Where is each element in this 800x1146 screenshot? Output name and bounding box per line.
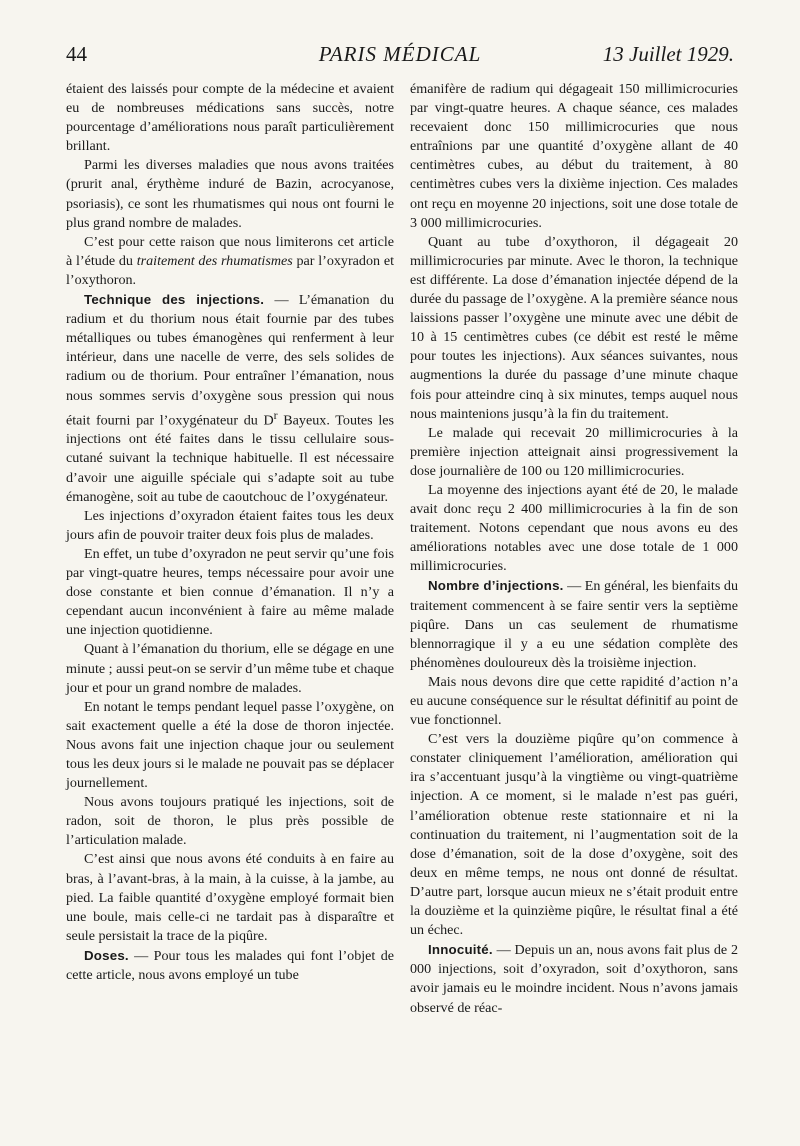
paragraph: C’est vers la douzième piqûre qu’on commence à constater cliniquement l’amélioration, amélioration qui ira s’accentuant jusqu’à la vingtième ou vingt-quatrième injection. A ce moment, si le malade n’est pas guéri, l’amélioration obtenue reste stationnaire et ni la continuation du traitement, ni l’augmentation soit de la dose d’émanation, soit de la dose d’oxygène, soit des deux en même temps, ne nous ont donné de résultat. D’autre part, lorsque aucun mieux ne s’était produit entre la douzième et la quinzième piqûre, le résultat final a été un échec. — [410, 731, 738, 939]
paragraph — [410, 576, 738, 672]
text-run: Bayeux. Toutes les injections ont été faites dans le tissu cellulaire sous-cutané suivant la technique habituelle. Il est nécessaire d’avoir une aiguille spéciale qui s’adapte soit au tube émanogène, soit au tube de caoutchouc de l’oxygénateur. — [66, 412, 395, 505]
paragraph — [66, 946, 394, 985]
paragraph: Le malade qui recevait 20 millimicrocuries à la première injection atteignait ainsi progressivement la dose journalière de 100 ou 120 millimicrocuries. — [410, 424, 738, 479]
paragraph: étaient des laissés pour compte de la médecine et avaient eu de nombreuses médications sans succès, notre pourcentage d’améliorations nous paraît particulièrement brillant. — [66, 81, 394, 155]
section-heading: Doses. — [84, 947, 129, 963]
text-run: — Pour tous les malades qui font l’objet de cette article, nous avons employé un tube — [66, 947, 394, 983]
paragraph: Quant au tube d’oxythoron, il dégageait 20 millimicrocuries par minute. Avec le thoron, la technique est différente. La dose d’émanation injectée dépend de la durée du passage de l’oxygène. A la première séance nous laissions passer l’oxygène une minute avec une débit de 10 à 15 centimètres cubes (ce débit est resté le même pour toutes les injections). Aux séances suivantes, nous augmentions la durée du passage d’une minute chaque fois pour atteindre cinq à six minutes, temps auquel nous nous maintenions jusqu’à la fin du traitement. — [410, 233, 738, 422]
section-heading: Nombre d’injections. — [428, 578, 564, 594]
superscript: r — [273, 408, 278, 422]
paragraph: Parmi les diverses maladies que nous avons traitées (prurit anal, érythème induré de Bazin, acrocyanose, psoriasis), ce sont les rhumatismes qui nous ont fourni le plus grand nombre de malades. — [66, 157, 394, 231]
paragraph — [410, 940, 738, 1017]
paragraph: Nous avons toujours pratiqué les injections, soit de radon, soit de thoron, le plus près possible de l’articulation malade. — [66, 794, 394, 849]
paragraph: émanifère de radium qui dégageait 150 millimicrocuries par vingt-quatre heures. A chaque séance, ces malades recevaient donc 150 millimicrocuries que nous entraînions par une quantité d’oxygène allant de 40 centimètres cubes, au début du traitement, à 80 centimètres cubes vers la dixième injection. Ces malades ont reçu en moyenne 20 injections, soit une dose totale de 3 000 millimicrocuries. — [410, 81, 738, 231]
text-run: — En général, les bienfaits du traitement commencent à se faire sentir vers la septième piqûre. Dans un cas seulement de rhumatisme blennorragique il y a eu une sédation complète des phénomènes douloureux dès la troisième injection. — [410, 578, 738, 671]
paragraph — [66, 233, 394, 290]
paragraph: En notant le temps pendant lequel passe l’oxygène, on sait exactement quelle a été la dose de thoron injectée. Nous avons fait une injection chaque jour ou seulement tous les deux jours si le malade ne pouvait pas se déplacer journellement. — [66, 698, 394, 792]
section-heading: Technique des injections. — [84, 292, 265, 308]
paragraph: Mais nous devons dire que cette rapidité d’action n’a eu aucune conséquence sur le résultat définitif au point de vue fonctionnel. — [410, 673, 738, 729]
emphasis: traitement des rhumatismes — [136, 252, 293, 269]
text-run: par l’oxyradon et l’oxythoron. — [66, 252, 394, 288]
right-column — [410, 80, 738, 1018]
paragraph: C’est ainsi que nous avons été conduits à en faire au bras, à l’avant-bras, à la main, à la cuisse, à la jambe, au pied. La faible quantité d’oxygène employé formait bien une boule, mais celle-ci ne tardait pas à disparaître et seule persistait la trace de la piqûre. — [66, 851, 394, 944]
journal-title: PARIS MÉDICAL — [318, 42, 482, 66]
text-run: — Depuis un an, nous avons fait plus de 2 000 injections, soit d’oxyradon, soit d’oxythoron, sans avoir jamais eu le moindre incident. Nous n’avons jamais observé de réac- — [410, 942, 738, 1016]
page-number: 44 — [66, 42, 87, 66]
paragraph: En effet, un tube d’oxyradon ne peut servir qu’une fois par vingt-quatre heures, temps nécessaire pour avoir une dose constante et bien connue d’émanation. Il n’y a cependant aucun inconvénient à faire au même malade une injection quotidienne. — [66, 545, 394, 639]
paragraph: La moyenne des injections ayant été de 20, le malade avait donc reçu 2 400 millimicrocuries à la fin de son traitement. Notons cependant que nous avons eu des améliorations notables avec une dose totale de 1 000 millimicrocuries. — [410, 481, 738, 575]
text-run: — L’émanation du radium et du thorium nous était fournie par des tubes métalliques ou tubes émanogènes qui renferment à leur intérieur, dans une nacelle de verre, des sels solides de radium ou de thorium. Pour entraîner l’émanation, nous nous sommes servis d’oxygène sous pression qui nous était fourni par l’oxygénateur du D — [66, 292, 395, 429]
running-header — [66, 42, 734, 72]
paragraph — [66, 290, 394, 507]
paragraph: Quant à l’émanation du thorium, elle se dégage en une minute ; aussi peut-on se servir d’un même tube et chaque jour et pour un grand nombre de malades. — [66, 641, 394, 696]
issue-date: 13 Juillet 1929. — [602, 42, 734, 66]
paragraph: Les injections d’oxyradon étaient faites tous les deux jours afin de pouvoir traiter deux fois plus de malades. — [66, 507, 394, 543]
section-heading: Innocuité. — [428, 942, 493, 958]
left-column — [66, 80, 394, 985]
text-run: C’est pour cette raison que nous limiterons cet article à l’étude du — [66, 233, 394, 269]
